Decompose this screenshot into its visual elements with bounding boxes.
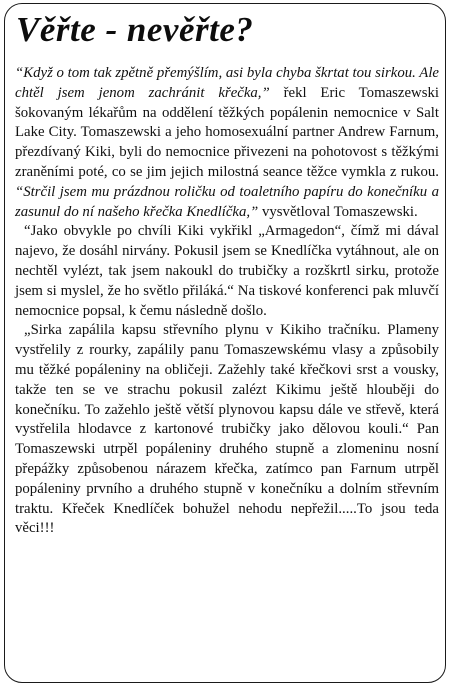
paragraph-text: vysvětloval Tomaszewski. (258, 203, 418, 220)
article-body (15, 64, 439, 539)
paragraph-text: řekl Eric Tomaszewski šokovaným lékařům na oddělení těžkých popálenin nemocnice v Salt Lake City. Tomaszewski a jeho homosexuální partner Andrew Farnum, přezdívaný Kiki, byli do nemocnice přivezeni na pohotovost s těžkými zraněními poté, co se jim jejich milostná seance těžce vymkla z rukou. (15, 84, 439, 180)
paragraph-text: „Sirka zapálila kapsu střevního plynu v Kikiho tračníku. Plameny vystřelily z rourky, zapálily panu Tomaszewskému vlasy a způsobily mu těžké popáleniny na obličeji. Zažehly také křečkovi srst a vousky, takže ten se ve strachu pokusil zalézt Kikimu ještě hlouběji do konečníku. To zažehlo ještě větší plynovou kapsu dále ve střevě, která vystřelila hlodavce z kartonové trubičky jako dělovou kouli.“ Pan Tomaszewski utrpěl popáleniny druhého stupně a zlomeninu nosní přepážky způsobenou nárazem křečka, zatímco pan Farnum utrpěl popáleniny prvního a druhého stupně v konečníku a dolním střevním traktu. Křeček Knedlíček bohužel nehodu nepřežil.....To jsou teda věci!!! (15, 322, 439, 537)
article-paragraph (15, 64, 439, 222)
quote-text: “Strčil jsem mu prázdnou roličku od toaletního papíru do konečníku a zasunul do ní našeho křečka Knedlíčka,” (15, 183, 439, 220)
article-paragraph (15, 321, 439, 539)
article-title: Věřte - nevěřte? (16, 10, 254, 49)
article-paragraph (15, 222, 439, 321)
paragraph-text: “Jako obvykle po chvíli Kiki vykřikl „Armagedon“, čímž mi dával najevo, že dosáhl nirvány. Pokusil jsem se Knedlíčka vytáhnout, ale on nechtěl vylézt, tak jsem nakoukl do trubičky a rozškrtl sirku, protože jsem si myslel, že ho světlo přiláká.“ Na tiskové konferenci pak mluvčí nemocnice popsal, k čemu následně došlo. (15, 223, 439, 319)
quote-text: “Když o tom tak zpětně přemýšlím, asi byla chyba škrtat tou sirkou. Ale chtěl jsem jenom zachránit křečka,” (15, 65, 439, 101)
